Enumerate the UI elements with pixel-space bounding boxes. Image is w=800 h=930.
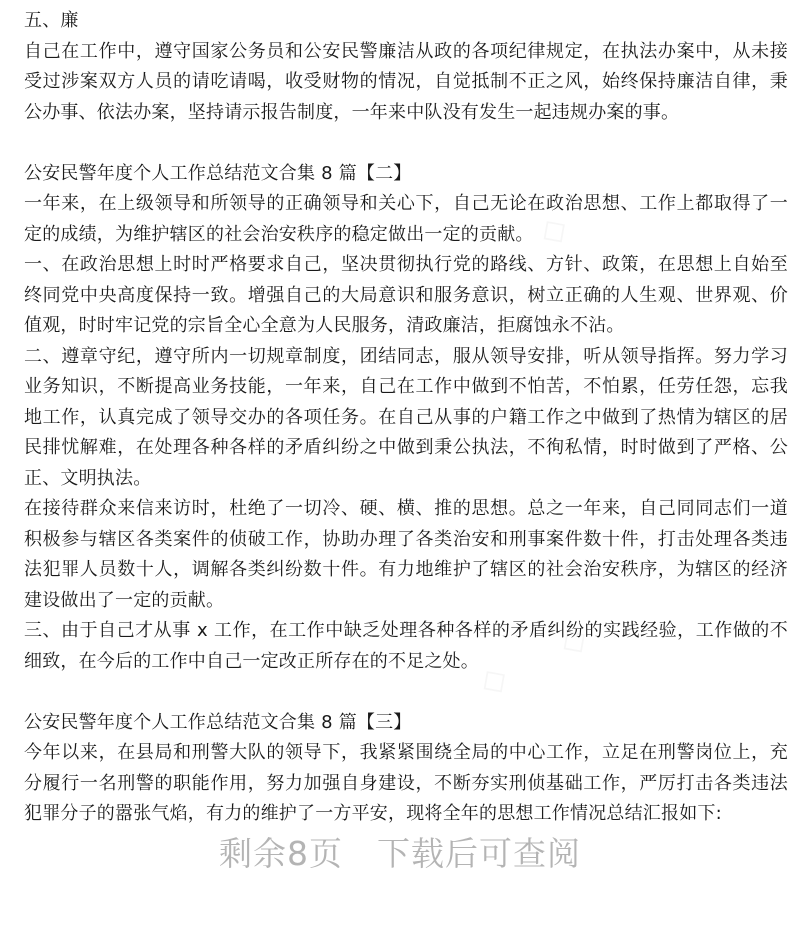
paragraph: 二、遵章守纪，遵守所内一切规章制度，团结同志，服从领导安排，听从领导指挥。努力学习业务知识，不断提高业务技能，一年来，自己在工作中做到不怕苦，不怕累，任劳任怨，忘我地工作，认真完成了领导交办的各项任务。在自己从事的户籍工作之中做到了热情为辖区的居民排忧解难，在处理各种各样的矛盾纠纷之中做到秉公执法，不徇私情，时时做到了严格、公正、文明执法。 [24,345,788,489]
document-body [24,6,788,830]
download-prompt[interactable] [0,828,800,875]
paragraph: 自己在工作中，遵守国家公务员和公安民警廉洁从政的各项纪律规定，在执法办案中，从未接受过涉案双方人员的请吃请喝，收受财物的情况，自觉抵制不正之风，始终保持廉洁自律，秉公办事、依法办案，坚持请示报告制度，一年来中队没有发生一起违规办案的事。 [24,40,788,123]
paragraph: 一、在政治思想上时时严格要求自己，坚决贯彻执行党的路线、方针、政策，在思想上自始至终同党中央高度保持一致。增强自己的大局意识和服务意识，树立正确的人生观、世界观、价值观，时时牢记党的宗旨全心全意为人民服务，清政廉洁，拒腐蚀永不沾。 [24,254,788,336]
article-title: 公安民警年度个人工作总结范文合集 8 篇【三】 [24,711,412,733]
paragraph-gap [24,677,788,708]
paragraph: 今年以来，在县局和刑警大队的领导下，我紧紧围绕全局的中心工作，立足在刑警岗位上，充分履行一名刑警的职能作用，努力加强自身建设，不断夯实刑侦基础工作，严厉打击各类违法犯罪分子的嚣张气焰，有力的维护了一方平安，现将全年的思想工作情况总结汇报如下: [24,742,788,824]
paragraph: 在接待群众来信来访时，杜绝了一切冷、硬、横、推的思想。总之一年来，自己同同志们一道积极参与辖区各类案件的侦破工作，协助办理了各类治安和刑事案件数十件，打击处理各类违法犯罪人员数十人，调解各类纠纷数十件。有力地维护了辖区的社会治安秩序，为辖区的经济建设做出了一定的贡献。 [24,498,788,611]
section-heading: 五、廉 [24,10,79,31]
paragraph: 一年来，在上级领导和所领导的正确领导和关心下，自己无论在政治思想、工作上都取得了一定的成绩，为维护辖区的社会治安秩序的稳定做出一定的贡献。 [24,193,788,245]
paragraph-gap [24,128,788,159]
paragraph: 三、由于自己才从事 x 工作，在工作中缺乏处理各种各样的矛盾纠纷的实践经验，工作做的不细致，在今后的工作中自己一定改正所存在的不足之处。 [24,620,788,672]
article-title: 公安民警年度个人工作总结范文合集 8 篇【二】 [24,162,412,184]
remaining-pages-label: 剩余8页 [219,834,343,873]
download-hint-label: 下载后可查阅 [377,834,581,873]
